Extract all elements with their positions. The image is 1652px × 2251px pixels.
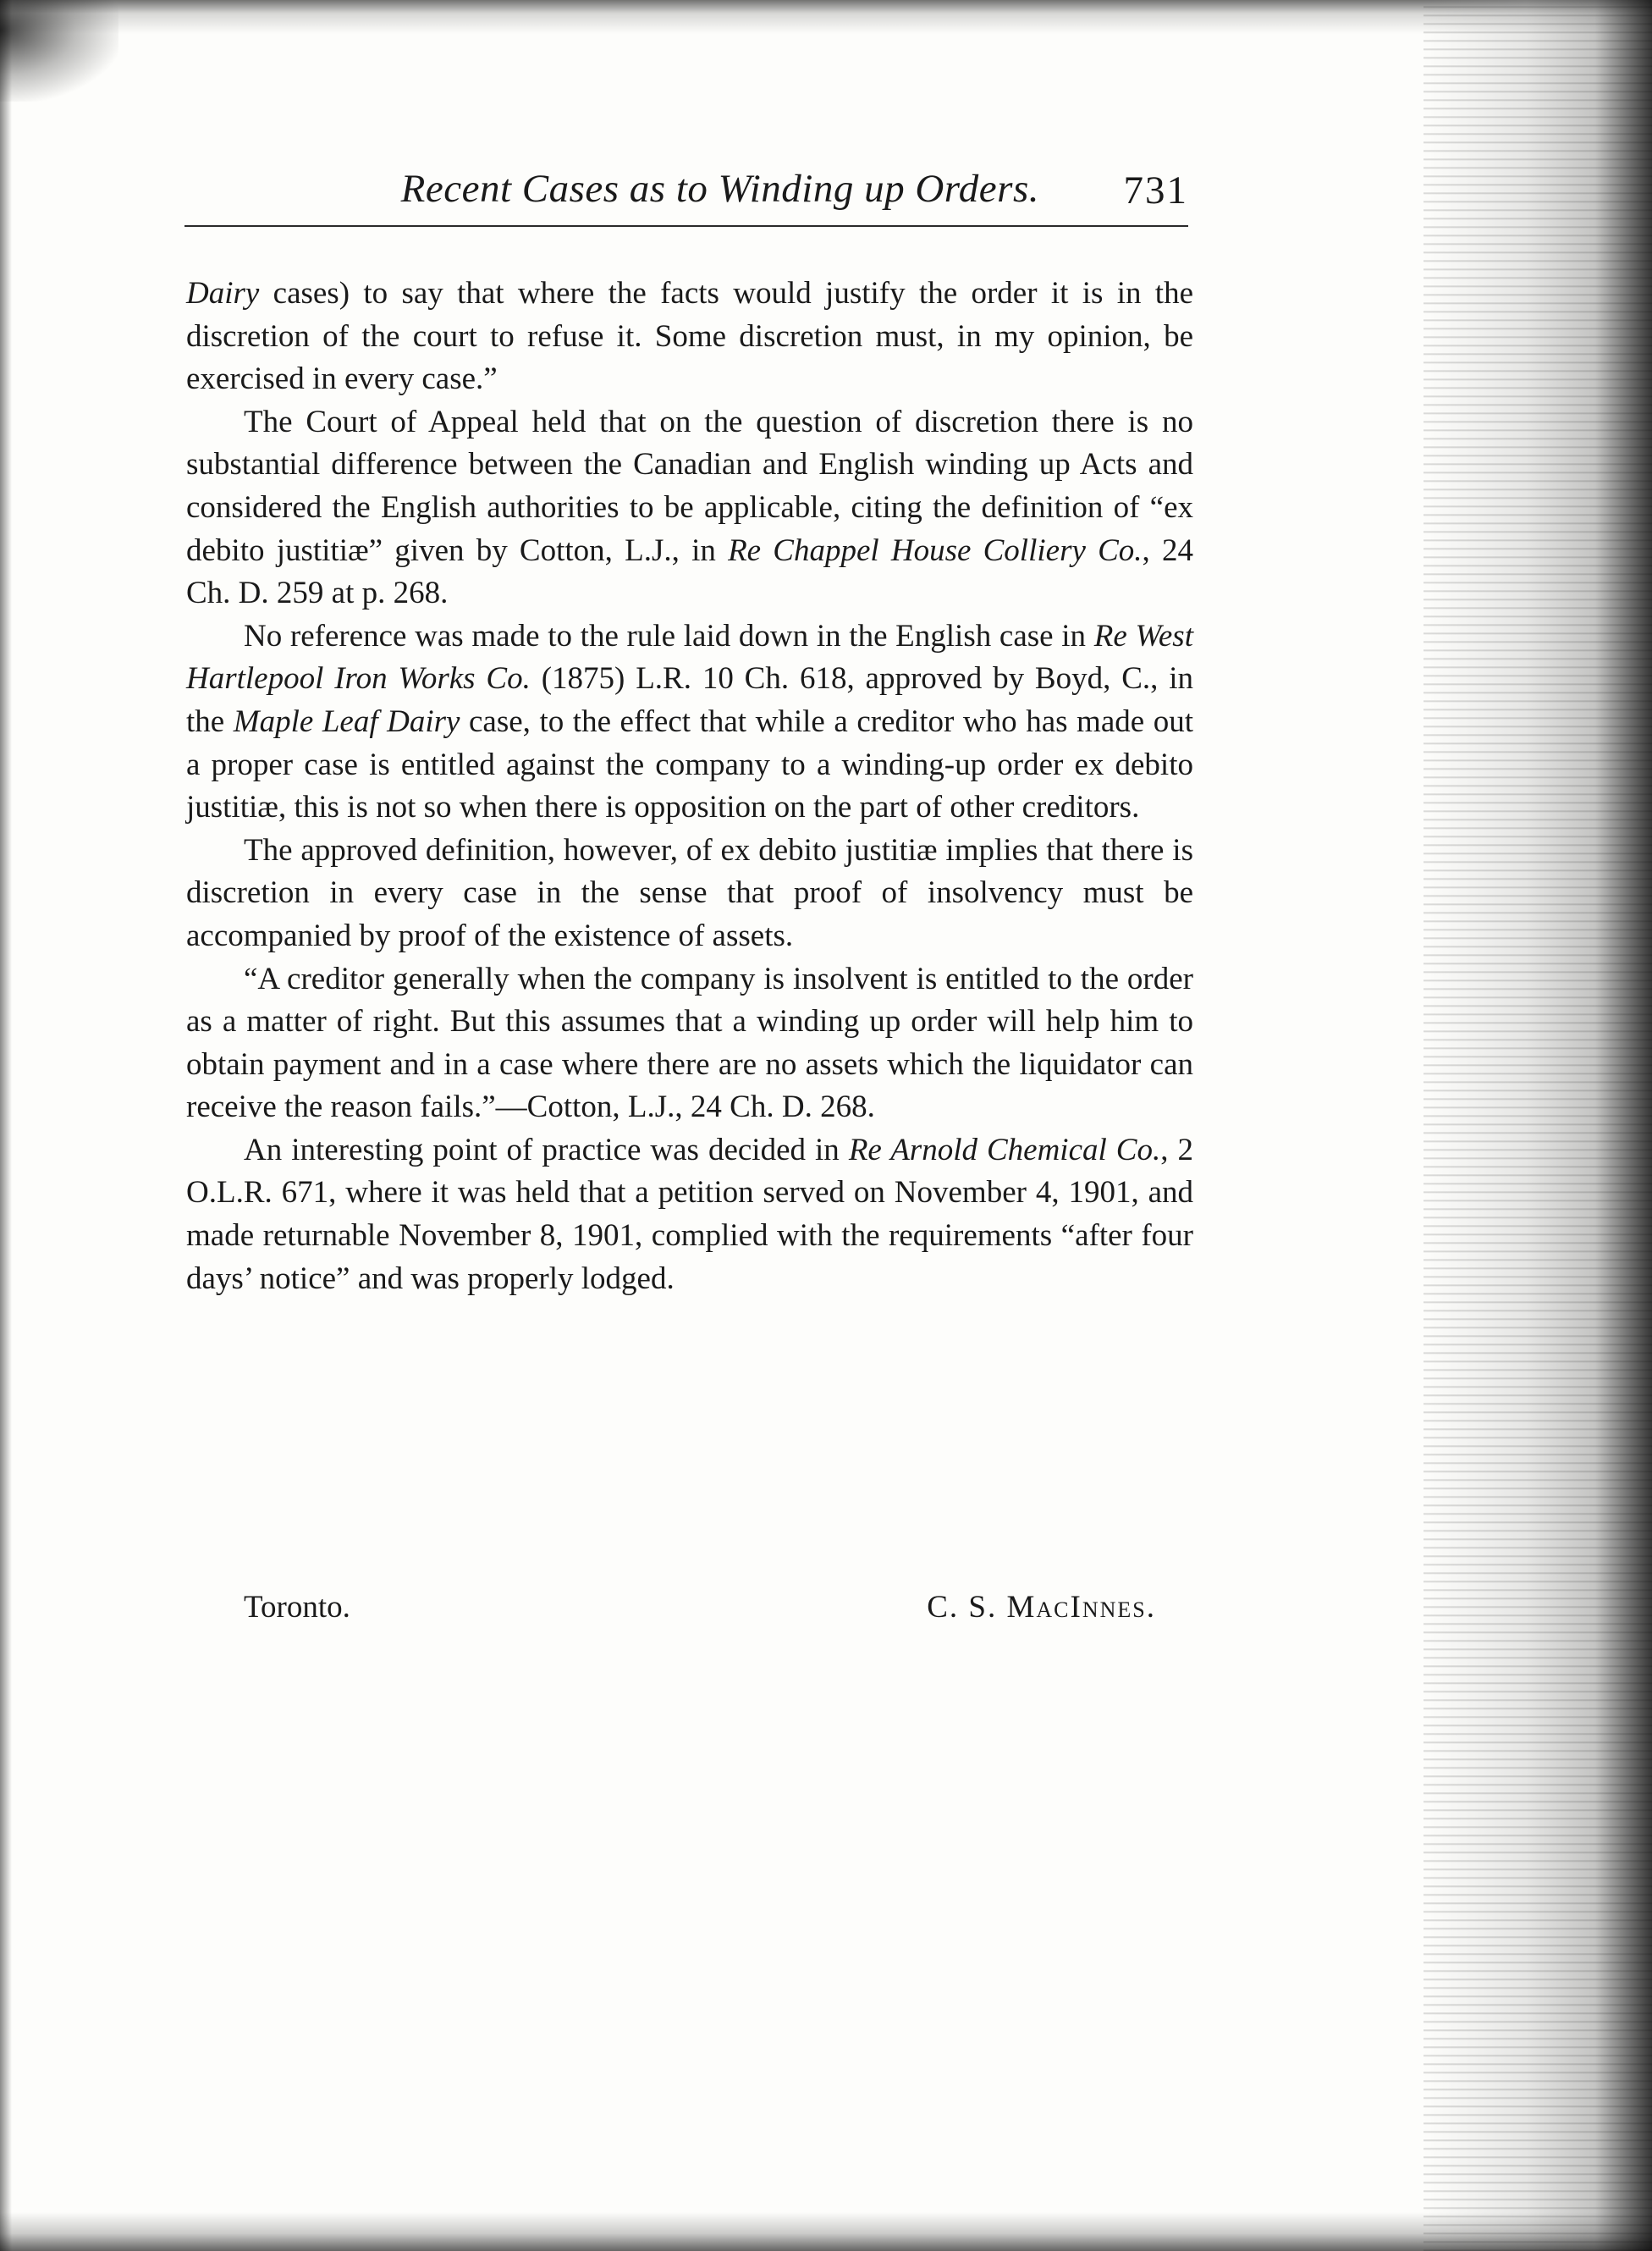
text-run: case, to the effect that while a creditor who has made out a proper case is entitled against the company to a winding-up order ex debito justitiæ, this is not so when there is opposition on the part of other creditors. (186, 703, 1193, 825)
signature-author: C. S. MacInnes. (927, 1590, 1156, 1625)
text-run: , 24 Ch. D. 259 at p. 268. (186, 532, 1194, 611)
scan-shadow-left (0, 0, 12, 2251)
scan-shadow-top (0, 0, 1652, 34)
paragraph (186, 830, 1193, 958)
running-title: Recent Cases as to Winding up Orders. (400, 167, 1039, 211)
italic-citation: Re Chappel House Colliery Co. (728, 532, 1143, 568)
article-body (186, 273, 1193, 1300)
text-run: cases) to say that where the facts would justify the order it is in the discretion of the court to refuse it. Some discretion must, in my opinion, be exercised in every case.” (186, 276, 1193, 397)
text-run: The approved definition, however, of ex debito justitiæ implies that there is discretion in every case in the sense that proof of insolvency must be accompanied by proof of the existence of assets. (186, 832, 1193, 953)
signature-line (244, 1589, 1156, 1631)
scan-shadow-right (1423, 0, 1652, 2251)
text-run: , 2 O.L.R. 671, where it was held that a petition served on November 4, 1901, and made returnable November 8, 1901, complied with the requirements “after four days’ notice” and was properly lodged. (186, 1132, 1193, 1296)
italic-citation: Re Arnold Chemical Co. (848, 1132, 1161, 1167)
scan-shadow-corner (0, 0, 118, 102)
scan-shadow-bottom (0, 2212, 1652, 2251)
italic-citation: Re West Hartlepool Iron Works Co. (186, 618, 1193, 697)
text-run: “A creditor generally when the company is insolvent is entitled to the order as a matter of right. But this assumes that a winding up order will help him to obtain payment and in a case where there are no assets which the liquidator can receive the reason fails.”—Cotton, L.J., 24 Ch. D. 268. (186, 961, 1193, 1125)
text-run: (1875) L.R. 10 Ch. 618, approved by Boyd, C., in the (186, 661, 1193, 739)
paragraph (186, 615, 1193, 830)
text-run: An interesting point of practice was decided in (244, 1132, 849, 1167)
paragraph (186, 401, 1193, 615)
paragraph (186, 273, 1193, 401)
text-run: The Court of Appeal held that on the question of discretion there is no substantial difference between the Canadian and English winding up Acts and considered the English authorities to be applicable, citing the definition of “ex debito justitiæ” given by Cotton, L.J., in (186, 404, 1193, 568)
italic-citation: Maple Leaf Dairy (233, 703, 460, 739)
paragraph (186, 958, 1193, 1129)
page-number: 731 (1123, 168, 1188, 212)
signature-place: Toronto. (244, 1590, 350, 1625)
italic-citation: Dairy (186, 276, 260, 311)
running-header (184, 166, 1188, 227)
paragraph (186, 1129, 1193, 1300)
text-run: No reference was made to the rule laid down in the English case in (244, 618, 1094, 654)
